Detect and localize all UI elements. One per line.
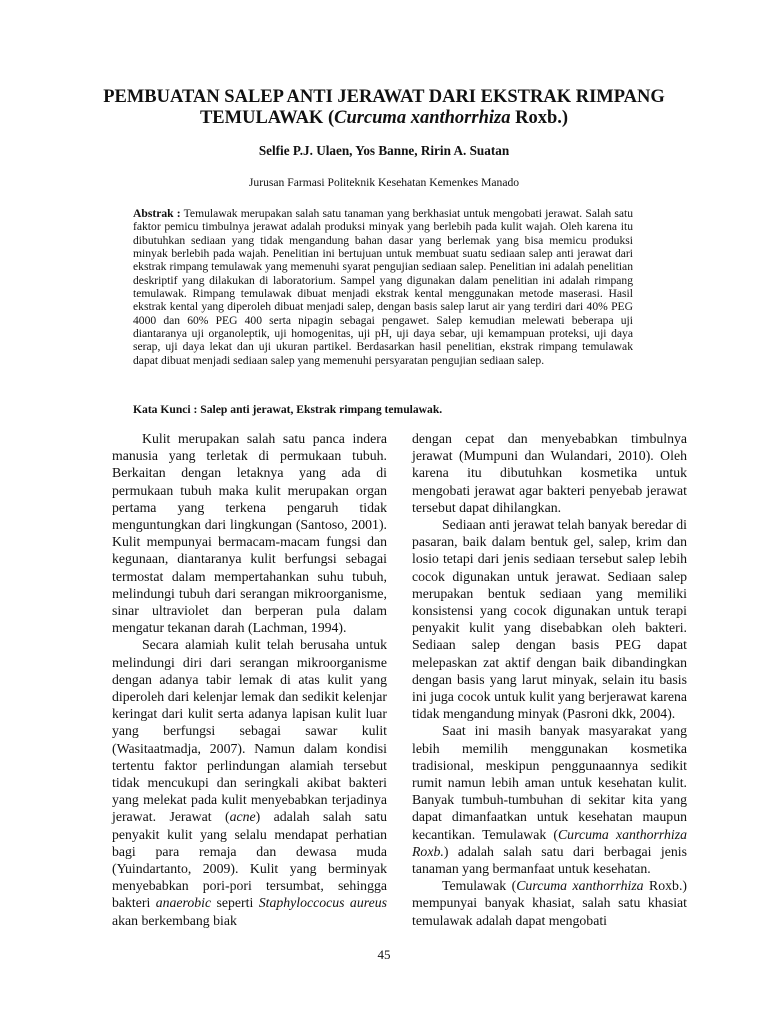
keywords: Kata Kunci : Salep anti jerawat, Ekstrak rimpang temulawak. <box>133 403 443 416</box>
right-paragraph-3 <box>412 877 687 929</box>
term-curcuma-2: Curcuma xanthorrhiza <box>516 878 644 894</box>
page-number: 45 <box>377 947 391 962</box>
title-line-2 <box>200 108 568 128</box>
paper-title <box>100 87 668 129</box>
right-paragraph-0: dengan cepat dan menyebabkan timbulnya jerawat (Mumpuni dan Wulandari, 2010). Oleh karena itu dibutuhkan kosmetika untuk mengobati jerawat agar bakteri penyebab jerawat tersebut dapat dihilangkan. <box>412 431 687 515</box>
title-species-name: Curcuma xanthorrhiza <box>334 108 511 128</box>
affiliation: Jurusan Farmasi Politeknik Kesehatan Kemenkes Manado <box>248 176 520 189</box>
left-p2-text-b: ) adalah salah satu penyakit kulit yang selalu mendapat perhatian bagi para remaja dan dewasa muda (Yuindartanto, 2009). Kulit yang berminyak menyebabkan pori-pori tersumbat, sehingga bakteri <box>112 809 387 911</box>
abstract <box>133 207 633 367</box>
title-line-1: PEMBUATAN SALEP ANTI JERAWAT DARI EKSTRAK RIMPANG <box>103 87 665 107</box>
left-paragraph-2 <box>112 636 387 928</box>
right-p3-text-b: Roxb.) mempunyai banyak khasiat, salah satu khasiat temulawak adalah dapat mengobati <box>412 878 687 928</box>
left-p2-text-a: Secara alamiah kulit telah berusaha untuk melindungi diri dari serangan mikroorganisme dengan adanya tabir lemak di atas kulit yang diperoleh dari kelenjar lemak dan sedikit kelenjar keringat dari kulit serta adanya lapisan kulit luar yang berfungsi sebagai sawar kulit (Wasitaatmadja, 2007). Namun dalam kondisi tertentu faktor perlindungan alamiah tersebut tidak mencukupi dan seringkali akibat bakteri yang melekat pada kulit menyebabkan terjadinya jerawat. Jerawat ( <box>112 637 387 825</box>
left-p2-text-c: seperti <box>211 895 259 911</box>
term-anaerobic: anaerobic <box>155 895 212 911</box>
right-paragraph-1: Sediaan anti jerawat telah banyak beredar di pasaran, baik dalam bentuk gel, salep, krim dan losio tetapi dari jenis sediaan tersebut salep lebih cocok digunakan untuk jerawat. Sediaan salep merupakan bentuk sediaan yang memiliki konsistensi yang cocok digunakan untuk terapi penyakit kulit yang disebabkan oleh bakteri. Sediaan salep dengan basis PEG dapat melepaskan zat aktif dengan baik dibandingkan dengan basis yang larut minyak, selain itu basis ini juga cocok untuk kulit yang berjerawat karena tidak mengandung minyak (Pasroni dkk, 2004). <box>412 517 687 722</box>
term-staphylococcus: Staphyloccocus aureus <box>258 895 387 911</box>
right-p2-text-a: Saat ini masih banyak masyarakat yang lebih memilih menggunakan kosmetika tradisional, meskipun penggunaannya sedikit rumit namun lebih aman untuk kesehatan kulit. Banyak tumbuh-tumbuhan di sekitar kita yang dapat dimanfaatkan untuk kesehatan maupun kecantikan. Temulawak ( <box>412 723 687 842</box>
term-roxb: Roxb. <box>412 843 444 859</box>
term-curcuma-1: Curcuma xanthorrhiza <box>557 826 687 842</box>
title-line-2-post: Roxb.) <box>510 108 569 128</box>
right-p2-text-c: ) adalah salah satu dari berbagai jenis tanaman yang bermanfaat untuk kesehatan. <box>412 843 687 877</box>
left-column <box>112 430 387 929</box>
term-acne: acne <box>229 809 256 825</box>
authors: Selfie P.J. Ulaen, Yos Banne, Ririn A. Suatan <box>258 143 510 158</box>
abstract-label: Abstrak : <box>133 207 181 220</box>
right-column <box>412 430 687 929</box>
left-paragraph-1: Kulit merupakan salah satu panca indera manusia yang terletak di permukaan tubuh. Berkaitan dengan letaknya yang ada di permukaan tubuh maka kulit merupakan organ pertama yang terkena pengaruh tidak menguntungkan dari lingkungan (Santoso, 2001). Kulit mempunyai bermacam-macam fungsi dan kegunaan, diantaranya kulit berfungsi sebagai termostat dalam mempertahankan suhu tubuh, melindungi tubuh dari serangan mikroorganisme, sinar ultraviolet dan berperan pula dalam mengatur tekanan darah (Lachman, 1994). <box>112 431 387 636</box>
title-line-2-pre: TEMULAWAK ( <box>199 108 335 128</box>
right-paragraph-2 <box>412 722 687 877</box>
left-p2-text-d: akan berkembang biak <box>112 912 237 928</box>
abstract-text: Temulawak merupakan salah satu tanaman yang berkhasiat untuk mengobati jerawat. Salah satu faktor pemicu timbulnya jerawat adalah produksi minyak yang berlebih pada kulit wajah. Oleh karena itu dibutuhkan sediaan yang tidak mengandung bahan dasar yang berlemak yang bisa memicu produksi minyak berlebih pada wajah. Penelitian ini bertujuan untuk membuat suatu sediaan salep anti jerawat dari ekstrak rimpang temulawak yang memenuhi syarat pengujian sediaan salep. Penelitian ini adalah penelitian deskriptif yang dilakukan di laboratorium. Sampel yang digunakan dalam penelitian ini adalah rimpang temulawak. Rimpang temulawak dibuat menjadi ekstrak kental menggunakan metode maserasi. Hasil ekstrak kental yang diperoleh dibuat menjadi salep, dengan basis salep larut air yang terdiri dari 40% PEG 4000 dan 60% PEG 400 serta nipagin sebagai pengawet. Salep kemudian melewati beberapa uji diantaranya uji organoleptik, uji homogenitas, uji pH, uji daya sebar, uji kemampuan proteksi, uji daya serap, uji daya lekat dan uji ukuran partikel. Berdasarkan hasil penelitian, ekstrak rimpang temulawak dapat dibuat menjadi sediaan salep yang memenuhi persyaratan pengujian sediaan salep. <box>133 207 634 367</box>
right-p3-text-a: Temulawak ( <box>442 878 517 894</box>
